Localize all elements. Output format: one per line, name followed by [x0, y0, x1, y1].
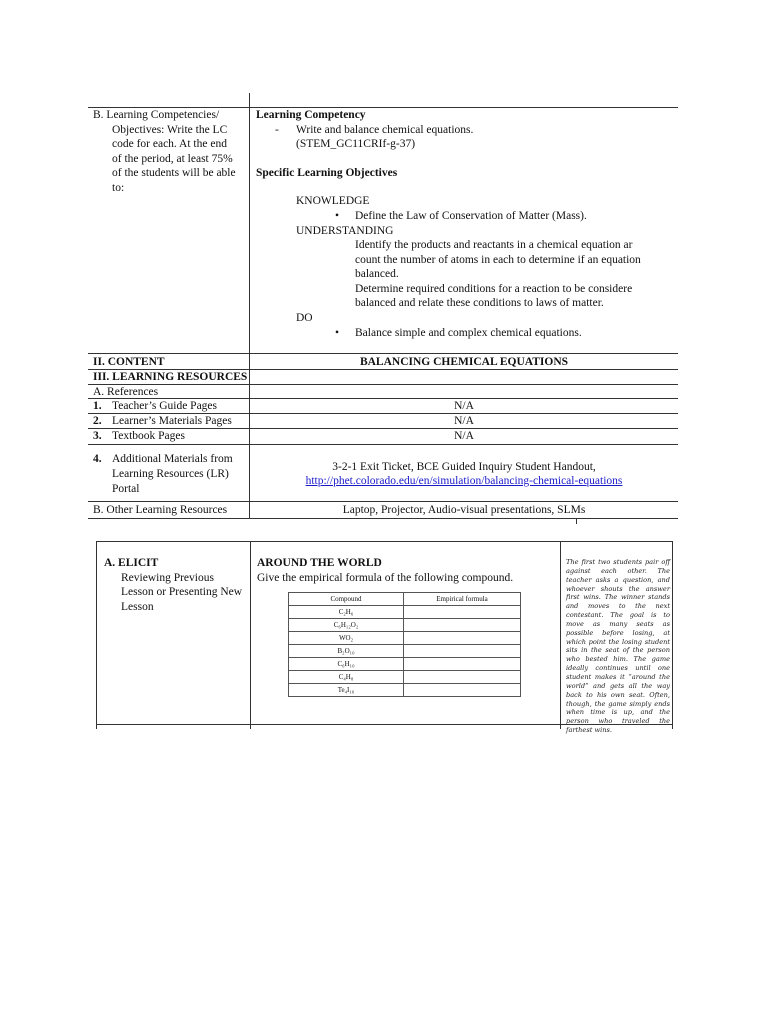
- table-row: [289, 658, 521, 671]
- empirical-formula-table: [288, 592, 521, 697]
- lc-label-line: to:: [112, 181, 125, 194]
- resource-num: 3.: [93, 430, 102, 442]
- game-instructions-note: The first two students pair off against each other. The teacher asks a question, and whoever shouts the answer first wins. The winner stands and moves to the next contestant. The goal is to move as many seats as possible before losing, at which point the losing student sits in the seat of the person who bested him. The game ideally continues until one student makes it “around the world” and gets all the way back to his own seat. Often, though, the game simply ends when time is up, and the person who traveled the farthest wins.: [566, 558, 670, 735]
- knowledge-item: • Define the Law of Conservation of Matter (Mass).: [355, 209, 587, 224]
- do-heading: DO: [296, 312, 313, 324]
- resource-value: N/A: [454, 415, 474, 427]
- lc-heading: Learning Competency: [256, 109, 366, 121]
- answer-cell[interactable]: [404, 671, 521, 684]
- phet-link-wrap: [250, 474, 678, 489]
- table-header: Empirical formula: [404, 593, 521, 606]
- understanding-item-1-cont: count the number of atoms in each to determine if an equation: [355, 253, 641, 266]
- compound-cell: WO₂: [289, 632, 404, 645]
- answer-cell[interactable]: [404, 632, 521, 645]
- elicit-sub: Lesson: [121, 600, 154, 613]
- elicit-sub: Reviewing Previous: [121, 571, 214, 584]
- resource-label: Textbook Pages: [112, 430, 185, 442]
- elicit-label: A. ELICIT: [104, 557, 159, 569]
- elicit-left-border: [96, 541, 97, 729]
- slo-heading: Specific Learning Objectives: [256, 167, 398, 179]
- right-stub: [576, 518, 577, 524]
- lc-dash: -: [275, 123, 279, 136]
- elicit-instruction: Give the empirical formula of the following compound.: [257, 571, 514, 584]
- knowledge-heading: KNOWLEDGE: [296, 195, 370, 207]
- lc-label-line: of the students will be able: [112, 167, 236, 179]
- compound-cell: B₂O₁₀: [289, 645, 404, 658]
- resource-label: Teacher’s Guide Pages: [112, 400, 217, 412]
- resources-label: III. LEARNING RESOURCES: [93, 371, 248, 383]
- table-row: [289, 645, 521, 658]
- additional-label: Additional Materials from: [112, 453, 233, 465]
- resource-num: 1.: [93, 400, 102, 412]
- references-label: A. References: [93, 385, 159, 398]
- elicit-right-border: [672, 541, 673, 729]
- table-row: [289, 671, 521, 684]
- compound-cell: C₆H₁₂O₂: [289, 619, 404, 632]
- answer-cell[interactable]: [404, 619, 521, 632]
- resource-value: N/A: [454, 400, 474, 412]
- understanding-heading: UNDERSTANDING: [296, 224, 394, 237]
- answer-cell[interactable]: [404, 606, 521, 619]
- other-label: B. Other Learning Resources: [93, 504, 228, 516]
- elicit-divider-1: [250, 541, 251, 729]
- compound-cell: C₂H₆: [289, 606, 404, 619]
- lc-label-line: B. Learning Competencies/: [93, 109, 220, 121]
- elicit-title: AROUND THE WORLD: [257, 557, 382, 569]
- table-header: Compound: [289, 593, 404, 606]
- compound-cell: Te₄I₁₆: [289, 684, 404, 697]
- table-header-row: [289, 593, 521, 606]
- lc-code: (STEM_GC11CRIf-g-37): [296, 138, 416, 150]
- content-label: II. CONTENT: [93, 355, 165, 368]
- understanding-item-1-cont: balanced.: [355, 268, 399, 280]
- compound-cell: C₄H₈: [289, 671, 404, 684]
- resource-label: Learner’s Materials Pages: [112, 415, 232, 427]
- additional-label: Portal: [112, 483, 140, 495]
- additional-label: Learning Resources (LR): [112, 468, 229, 480]
- lc-label-line: of the period, at least 75%: [112, 152, 233, 165]
- elicit-divider-2: [560, 541, 561, 729]
- understanding-item-1: • Identify the products and reactants in a chemical equation ar: [355, 238, 677, 253]
- resource-value: N/A: [454, 430, 474, 442]
- column-divider: [249, 107, 250, 519]
- lc-label-line: Objectives: Write the LC: [112, 123, 228, 136]
- answer-cell[interactable]: [404, 684, 521, 697]
- resource-num: 2.: [93, 415, 102, 427]
- table-row: [289, 606, 521, 619]
- top-divider-stub: [249, 93, 250, 107]
- elicit-label-letter: [104, 556, 158, 571]
- elicit-top-border: [96, 541, 673, 542]
- table-row: [289, 632, 521, 645]
- lc-label-line: code for each. At the end: [112, 138, 227, 150]
- understanding-item-2-cont: balanced and relate these conditions to laws of matter.: [355, 297, 604, 309]
- table-bottom-border: [88, 518, 678, 519]
- understanding-item-2: • Determine required conditions for a reaction to be considere: [355, 282, 677, 297]
- do-item: • Balance simple and complex chemical equations.: [355, 326, 582, 341]
- content-value: BALANCING CHEMICAL EQUATIONS: [359, 355, 569, 368]
- row-divider-other: [88, 501, 678, 502]
- phet-link[interactable]: http://phet.colorado.edu/en/simulation/balancing-chemical-equations: [305, 475, 623, 487]
- table-row: [289, 619, 521, 632]
- elicit-sub: Lesson or Presenting New: [121, 586, 243, 598]
- additional-num: 4.: [93, 453, 102, 465]
- additional-value: 3-2-1 Exit Ticket, BCE Guided Inquiry Student Handout,: [332, 461, 596, 473]
- lc-item-line: Write and balance chemical equations.: [296, 123, 474, 136]
- row-divider-4: [88, 444, 678, 445]
- answer-cell[interactable]: [404, 658, 521, 671]
- table-row: [289, 684, 521, 697]
- answer-cell[interactable]: [404, 645, 521, 658]
- compound-cell: C₆H₁₀: [289, 658, 404, 671]
- other-value: Laptop, Projector, Audio-visual presentations, SLMs: [342, 504, 586, 516]
